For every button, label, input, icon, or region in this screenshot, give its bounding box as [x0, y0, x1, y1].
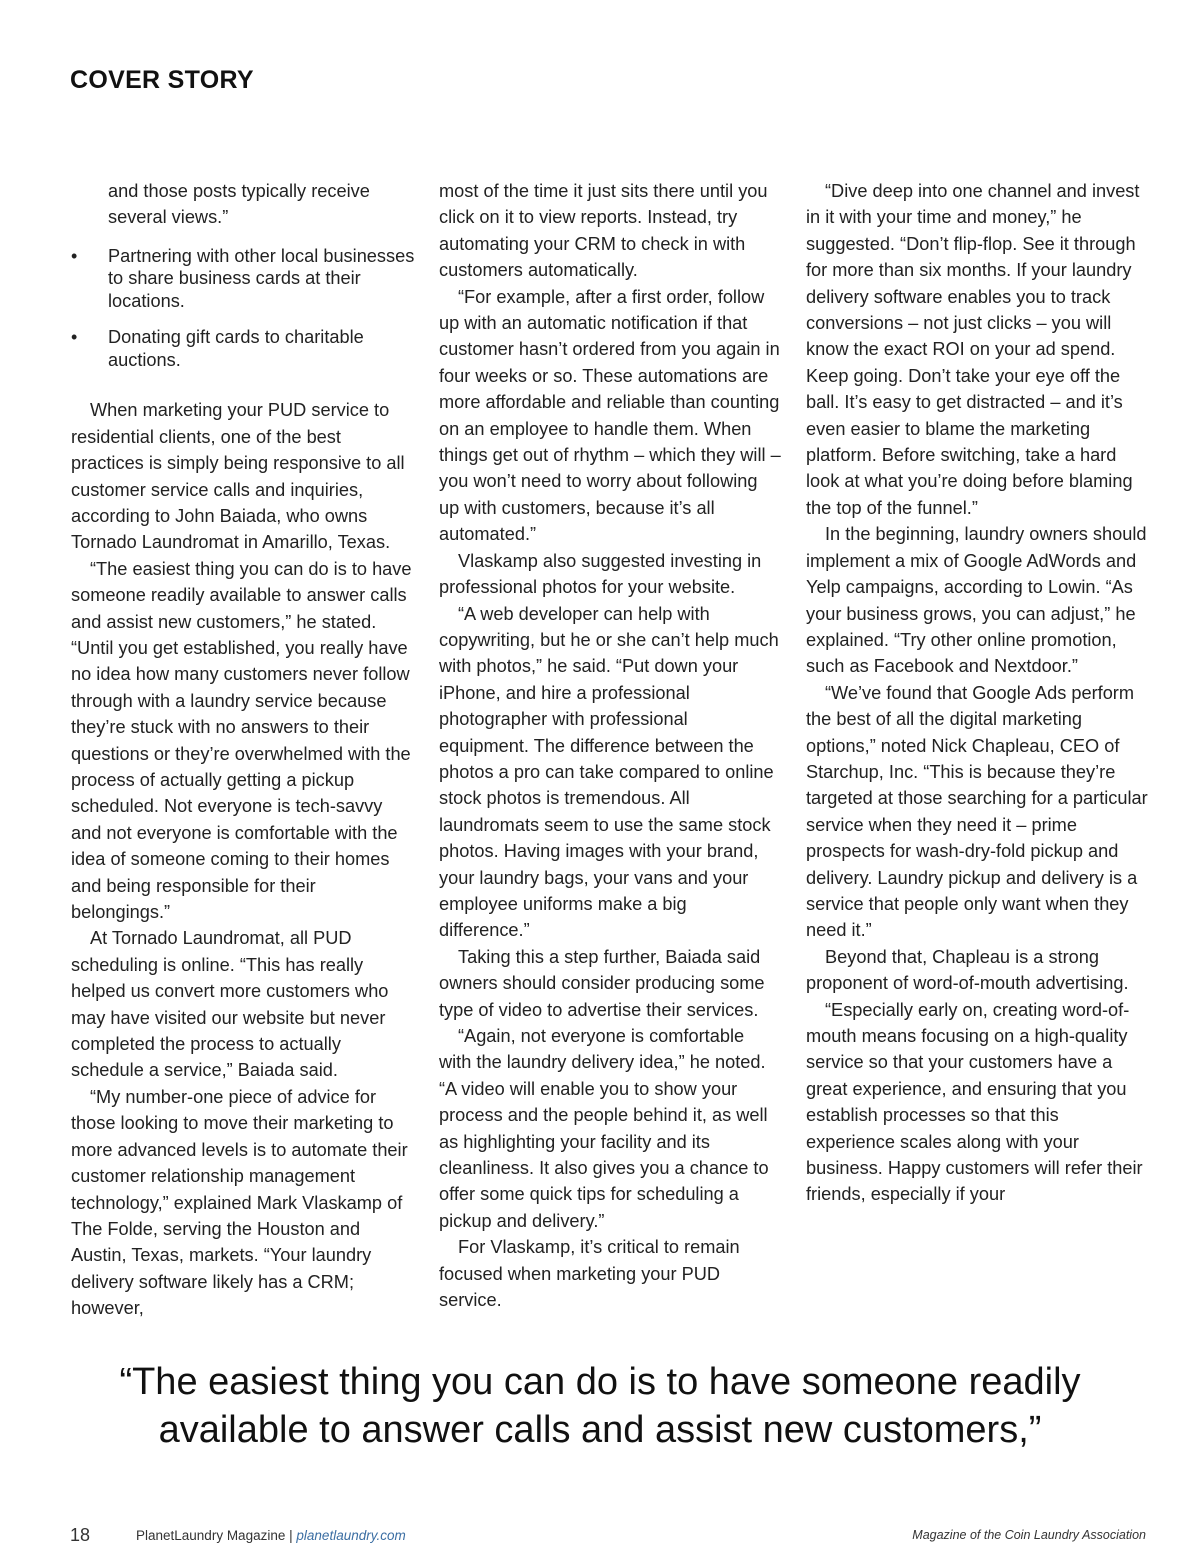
paragraph: When marketing your PUD service to residential clients, one of the best practices is simply being responsive to all customer service calls and inquiries, according to John Baiada, who owns Tornado Laundromat in Amarillo, Texas.	[71, 400, 405, 553]
list-item	[71, 326, 416, 371]
page-footer	[70, 1525, 1146, 1554]
page-number: 18	[70, 1525, 91, 1545]
paragraph: Taking this a step further, Baiada said owners should consider producing some type of video to advertise their services.	[439, 946, 765, 1020]
tips-list	[71, 245, 416, 372]
paragraph: “Again, not everyone is comfortable with the laundry delivery idea,” he noted. “A video will enable you to show your process and the people behind it, as well as highlighting your facility and its cleanliness. It also gives you a chance to offer some quick tips for scheduling a pickup and delivery.”	[439, 1026, 769, 1231]
paragraph: “For example, after a first order, follow up with an automatic notification if that customer hasn’t ordered from you again in four weeks or so. These automations are more affordable and reliable than counting on an employee to handle them. When things get out of rhythm – which they will – you won’t need to worry about following up with customers, because it’s all automated.”	[439, 286, 781, 545]
magazine-name: PlanetLaundry Magazine	[136, 1528, 286, 1543]
paragraph: At Tornado Laundromat, all PUD scheduling is online. “This has really helped us convert more customers who may have visited our website but never completed the process to actually schedule a service,” Baiada said.	[71, 928, 389, 1081]
list-item-text: Partnering with other local businesses to share business cards at their locations.	[108, 245, 415, 311]
column-1-continuation: and those posts typically receive several views.”	[108, 181, 370, 228]
paragraph: Vlaskamp also suggested investing in professional photos for your website.	[439, 550, 762, 598]
bullet-icon: •	[71, 327, 78, 348]
section-label: COVER STORY	[70, 66, 254, 94]
article-column-3	[806, 178, 1148, 1208]
association-tagline: Magazine of the Coin Laundry Association	[912, 1528, 1146, 1542]
paragraph: “My number-one piece of advice for those looking to move their marketing to more advanced levels is to automate their customer relationship management technology,” explained Mark Vlaskamp of The Folde, serving the Houston and Austin, Texas, markets. “Your laundry delivery software likely has a CRM; however,	[71, 1086, 408, 1319]
article-column-1	[71, 178, 416, 1322]
paragraph: “Especially early on, creating word-of-mouth means focusing on a high-quality service so that your customers have a great experience, and ensuring that you establish processes so that this experience scales along with your business. Happy customers will refer their friends, especially if your	[806, 999, 1143, 1205]
website-link[interactable]: planetlaundry.com	[296, 1528, 406, 1543]
pull-quote: “The easiest thing you can do is to have someone readily available to answer calls and assist new customers,”	[119, 1361, 1081, 1451]
paragraph: “A web developer can help with copywriting, but he or she can’t help much with photos,” he said. “Put down your iPhone, and hire a professional photographer with professional equipment. The difference between the photos a pro can take compared to online stock photos is tremendous. All laundromats seem to use the same stock photos. Having images with your brand, your laundry bags, your vans and your employee uniforms make a big difference.”	[439, 603, 779, 941]
paragraph: “We’ve found that Google Ads perform the best of all the digital marketing options,” noted Nick Chapleau, CEO of Starchup, Inc. “This is because they’re targeted at those searching for a particular service when they need it – prime prospects for wash-dry-fold pickup and delivery. Laundry pickup and delivery is a service that people only want when they need it.”	[806, 682, 1148, 941]
column-2-continuation: most of the time it just sits there until you click on it to view reports. Instead, try automating your CRM to check in with customers automatically.	[439, 181, 768, 281]
paragraph: In the beginning, laundry owners should implement a mix of Google AdWords and Yelp campaigns, according to Lowin. “As your business grows, you can adjust,” he explained. “Try other online promotion, such as Facebook and Nextdoor.”	[806, 524, 1147, 677]
footer-separator: |	[289, 1528, 293, 1543]
article-column-2	[439, 178, 781, 1313]
list-item-text: Donating gift cards to charitable auctions.	[108, 327, 364, 370]
bullet-icon: •	[71, 245, 78, 266]
list-item	[71, 245, 416, 313]
paragraph: For Vlaskamp, it’s critical to remain focused when marketing your PUD service.	[439, 1237, 740, 1311]
paragraph: “The easiest thing you can do is to have someone readily available to answer calls and assist new customers,” he stated. “Until you get established, you really have no idea how many customers never follow through with a laundry service because they’re stuck with no answers to their questions or they’re overwhelmed with the process of actually getting a pickup scheduled. Not everyone is tech-savvy and not everyone is comfortable with the idea of someone coming to their homes and being responsible for their belongings.”	[71, 558, 412, 923]
paragraph: Beyond that, Chapleau is a strong proponent of word-of-mouth advertising.	[806, 946, 1129, 994]
paragraph: “Dive deep into one channel and invest in it with your time and money,” he suggested. “Don’t flip-flop. See it through for more than six months. If your laundry delivery software enables you to track conversions – not just clicks – you will know the exact ROI on your ad spend. Keep going. Don’t take your eye off the ball. It’s easy to get distracted – and it’s even easier to blame the marketing platform. Before switching, take a hard look at what you’re doing before blaming the top of the funnel.”	[806, 181, 1140, 518]
magazine-credit	[136, 1528, 406, 1543]
